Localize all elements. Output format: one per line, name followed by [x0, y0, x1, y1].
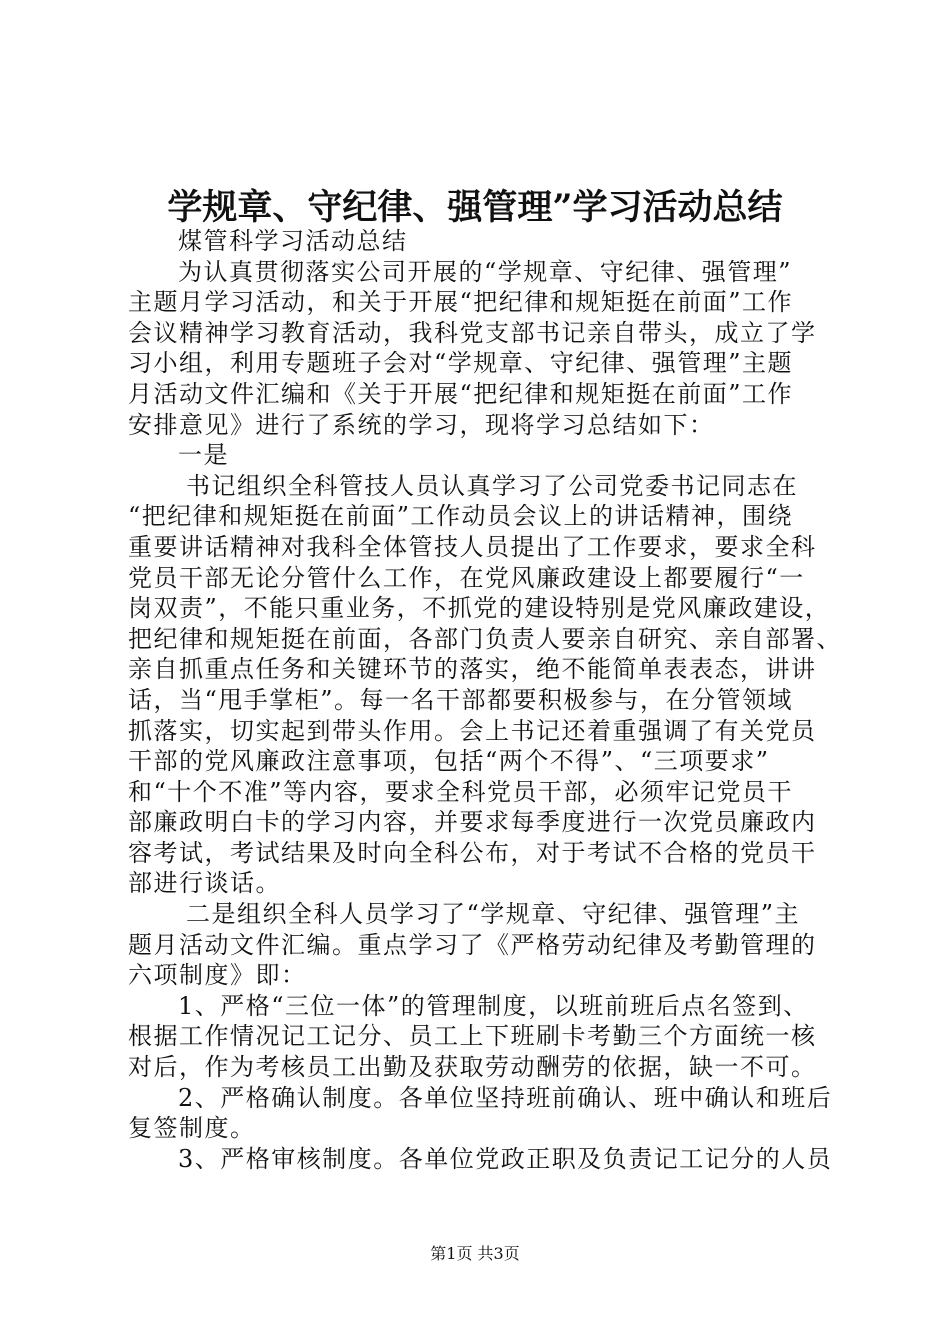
- text-line: 和“十个不准”等内容，要求全科党员干部，必须牢记党员干: [128, 777, 794, 806]
- text-line: 对后，作为考核员工出勤及获取劳动酬劳的依据，缺一不可。: [128, 1053, 817, 1082]
- text-line: 部进行谈话。: [128, 869, 281, 898]
- text-line: 话，当“甩手掌柜”。每一名干部都要积极参与，在分管领域: [128, 685, 794, 714]
- text-line: 2、严格确认制度。各单位坚持班前确认、班中确认和班后: [178, 1083, 833, 1112]
- text-line: 3、严格审核制度。各单位党政正职及负责记工记分的人员: [178, 1144, 833, 1173]
- document-body: [128, 226, 842, 1174]
- text-line: 亲自抓重点任务和关键环节的落实，绝不能简单表表态，讲讲: [128, 655, 817, 684]
- text-line: 1、严格“三位一体”的管理制度，以班前班后点名签到、: [178, 991, 809, 1020]
- text-line: 部廉政明白卡的学习内容，并要求每季度进行一次党员廉政内: [128, 808, 817, 837]
- text-line: 书记组织全科管技人员认真学习了公司党委书记同志在: [186, 471, 798, 500]
- text-line: 容考试，考试结果及时向全科公布，对于考试不合格的党员干: [128, 838, 817, 867]
- text-line: 重要讲话精神对我科全体管技人员提出了工作要求，要求全科: [128, 532, 817, 561]
- text-line: “把纪律和规矩挺在前面”工作动员会议上的讲话精神，围绕: [128, 502, 794, 531]
- document-title: 学规章、守纪律、强管理”学习活动总结: [167, 187, 783, 228]
- text-line: 为认真贯彻落实公司开展的“学规章、守纪律、强管理”: [178, 257, 793, 286]
- text-line: 安排意见》进行了系统的学习，现将学习总结如下：: [128, 410, 715, 439]
- text-line: 月活动文件汇编和《关于开展“把纪律和规矩挺在前面”工作: [128, 379, 794, 408]
- text-line: 根据工作情况记工记分、员工上下班刷卡考勤三个方面统一核: [128, 1022, 817, 1051]
- text-line: 主题月学习活动，和关于开展“把纪律和规矩挺在前面”工作: [128, 288, 794, 317]
- text-line: 题月活动文件汇编。重点学习了《严格劳动纪律及考勤管理的: [128, 930, 817, 959]
- text-line: 习小组，利用专题班子会对“学规章、守纪律、强管理”主题: [128, 349, 794, 378]
- text-line: 六项制度》即：: [128, 961, 307, 990]
- text-line: 煤管科学习活动总结: [178, 227, 408, 255]
- text-line: 岗双责”，不能只重业务，不抓党的建设特别是党风廉政建设，: [128, 594, 831, 623]
- text-line: 复签制度。: [128, 1114, 256, 1143]
- text-line: 一是: [178, 441, 229, 470]
- text-line: 干部的党风廉政注意事项，包括“两个不得”、“三项要求”: [128, 747, 770, 776]
- text-line: 把纪律和规矩挺在前面，各部门负责人要亲自研究、亲自部署、: [128, 624, 842, 653]
- page-footer: 第1页 共3页: [430, 1244, 520, 1263]
- text-line: 党员干部无论分管什么工作，在党风廉政建设上都要履行“一: [128, 563, 805, 592]
- text-line: 二是组织全科人员学习了“学规章、守纪律、强管理”主: [186, 900, 801, 929]
- text-line: 抓落实，切实起到带头作用。会上书记还着重强调了有关党员: [128, 716, 817, 745]
- text-line: 会议精神学习教育活动，我科党支部书记亲自带头，成立了学: [128, 318, 817, 347]
